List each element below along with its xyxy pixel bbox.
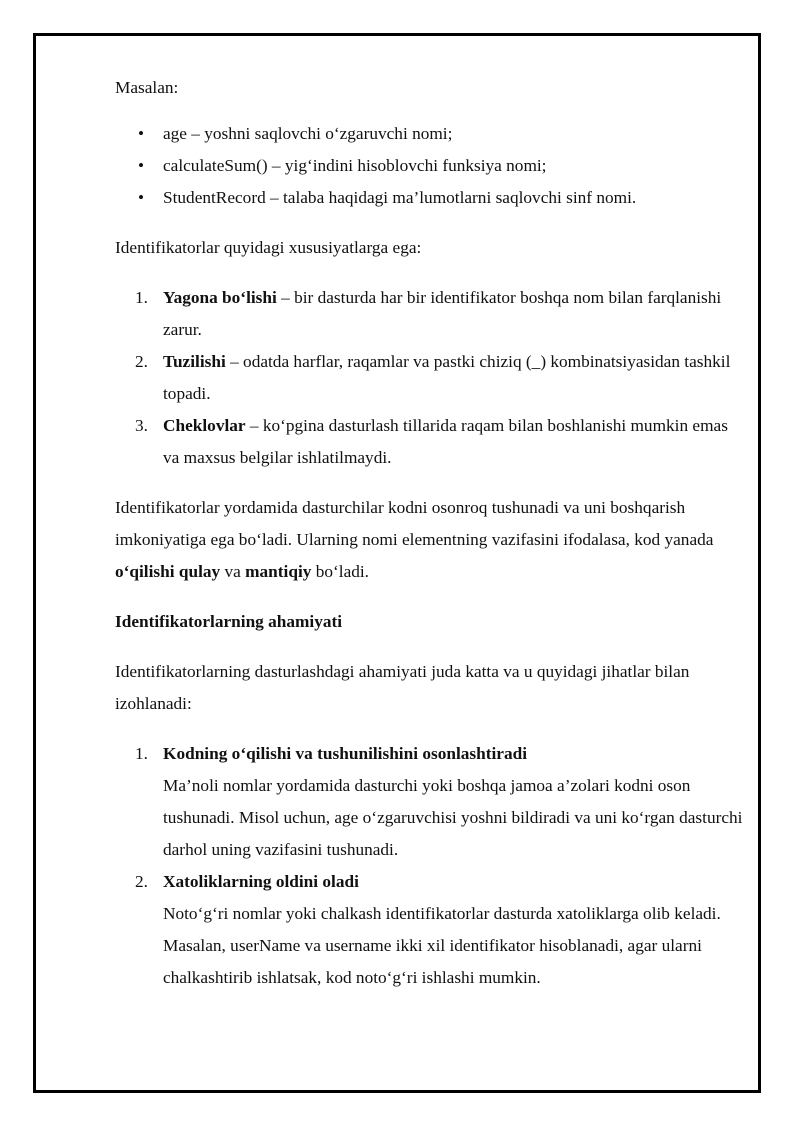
list-item <box>115 182 745 214</box>
properties-list <box>115 282 745 474</box>
property-text: – ko‘pgina dasturlash tillarida raqam bilan boshlanishi mumkin emas va maxsus belgilar ishlatilmaydi. <box>163 416 728 467</box>
property-term: Yagona bo‘lishi <box>163 288 277 307</box>
bullet-icon: • <box>138 124 145 143</box>
item-number: 2. <box>135 352 148 371</box>
section-intro: Identifikatorlarning dasturlashdagi ahamiyati juda katta va u quyidagi jihatlar bilan izohlanadi: <box>115 662 690 713</box>
document-body <box>115 72 745 994</box>
example-text: StudentRecord – talaba haqidagi ma’lumotlarni saqlovchi sinf nomi. <box>163 188 637 207</box>
importance-text: Ma’noli nomlar yordamida dasturchi yoki boshqa jamoa a’zolari kodni oson tushunadi. Misol uchun, age o‘zgaruvchisi yoshni bildiradi va uni ko‘rgan dasturchi darhol uning vazifasini tushunadi. <box>163 776 743 859</box>
list-item <box>115 410 745 474</box>
property-term: Tuzilishi <box>163 352 226 371</box>
importance-text: Noto‘g‘ri nomlar yoki chalkash identifikatorlar dasturda xatoliklarga olib keladi. Masalan, userName va username ikki xil identifikator hisoblanadi, agar ularni chalkashtirib ishlatsak, kod noto‘g‘ri ishlashi mumkin. <box>163 904 721 987</box>
importance-title: Kodning o‘qilishi va tushunilishini osonlashtiradi <box>163 744 528 763</box>
summary-bold: mantiqiy <box>245 562 312 581</box>
list-item <box>115 118 745 150</box>
list-item <box>115 150 745 182</box>
list-item <box>115 866 745 994</box>
examples-list <box>115 118 745 214</box>
summary-text: Identifikatorlar yordamida dasturchilar kodni osonroq tushunadi va uni boshqarish imkoniyatiga ega bo‘ladi. Ularning nomi elementning vazifasini ifodalasa, kod yanada <box>115 498 714 549</box>
list-item <box>115 282 745 346</box>
importance-list <box>115 738 745 994</box>
item-number: 1. <box>135 744 148 763</box>
list-item <box>115 738 745 866</box>
example-text: age – yoshni saqlovchi o‘zgaruvchi nomi; <box>163 124 453 143</box>
importance-title: Xatoliklarning oldini oladi <box>163 872 359 891</box>
bullet-icon: • <box>138 188 145 207</box>
section-heading: Identifikatorlarning ahamiyati <box>115 612 343 631</box>
intro-label: Masalan: <box>115 78 179 97</box>
property-term: Cheklovlar <box>163 416 246 435</box>
summary-text: bo‘ladi. <box>311 562 369 581</box>
list-item <box>115 346 745 410</box>
item-number: 3. <box>135 416 148 435</box>
summary-bold: o‘qilishi qulay <box>115 562 221 581</box>
item-number: 1. <box>135 288 148 307</box>
property-text: – odatda harflar, raqamlar va pastki chiziq (_) kombinatsiyasidan tashkil topadi. <box>163 352 731 403</box>
summary-text: va <box>220 562 246 581</box>
example-text: calculateSum() – yig‘indini hisoblovchi funksiya nomi; <box>163 156 547 175</box>
item-number: 2. <box>135 872 148 891</box>
summary-paragraph <box>115 492 745 588</box>
bullet-icon: • <box>138 156 145 175</box>
properties-intro: Identifikatorlar quyidagi xususiyatlarga ega: <box>115 238 422 257</box>
property-text: – bir dasturda har bir identifikator boshqa nom bilan farqlanishi zarur. <box>163 288 722 339</box>
